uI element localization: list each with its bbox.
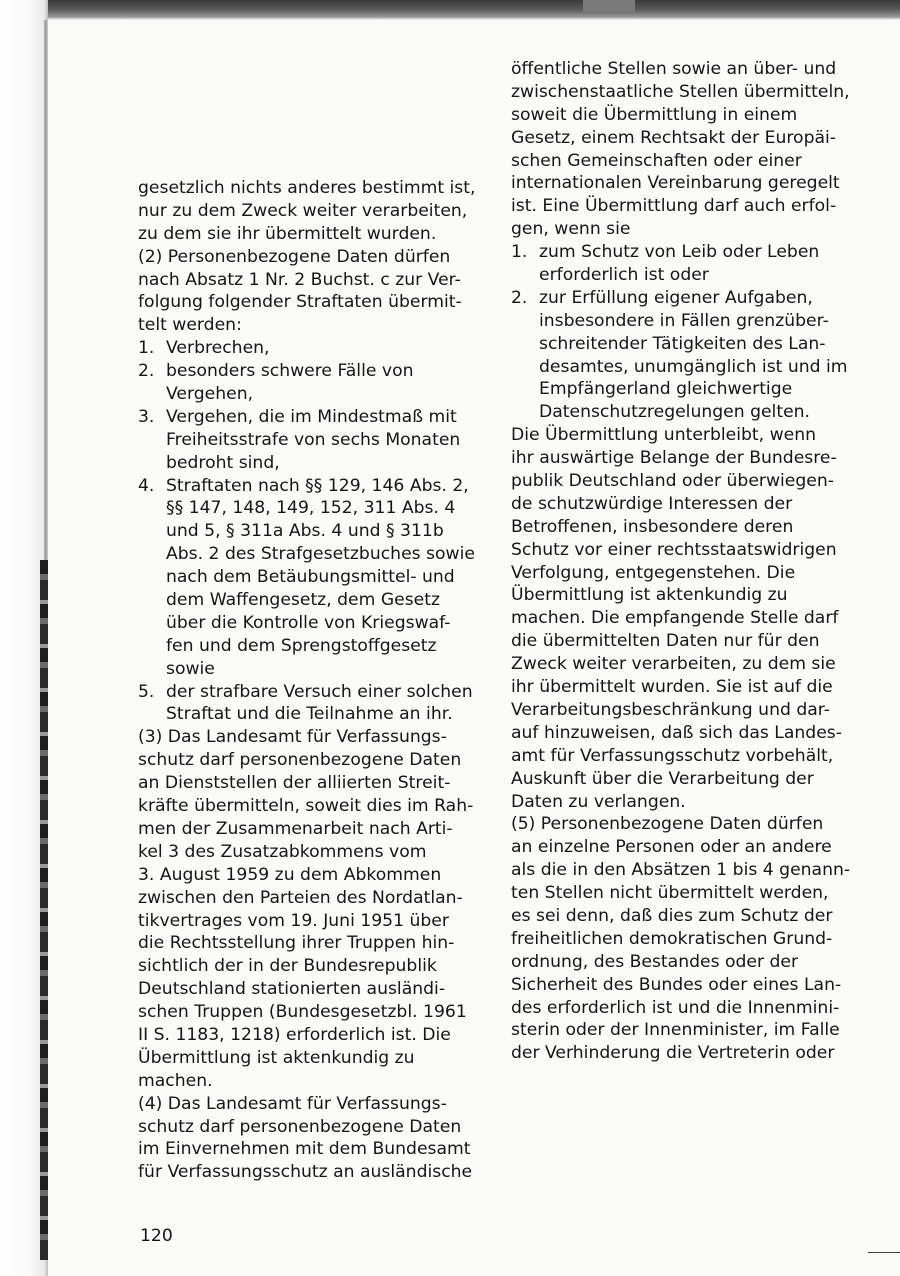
left-column-line [138, 612, 475, 635]
line-text: Empfängerland gleichwertige [539, 379, 793, 400]
line-text: Betroffenen, insbesondere deren [511, 516, 794, 537]
line-text: Sicherheit des Bundes oder eines Lan- [511, 974, 842, 995]
line-text: II S. 1183, 1218) erforderlich ist. Die [138, 1024, 451, 1045]
right-column-line [511, 287, 850, 310]
left-column-line [138, 658, 475, 681]
right-column-line [511, 310, 850, 333]
line-text: Auskunft über die Verarbeitung der [511, 768, 814, 789]
left-column-line [138, 818, 475, 841]
line-text: publik Deutschland oder überwiegen- [511, 471, 834, 492]
line-text: der strafbare Versuch einer solchen [166, 681, 473, 702]
bottom-edge-rule [868, 1252, 900, 1253]
right-column-line [511, 791, 850, 814]
left-column-line [138, 475, 475, 498]
line-text: sterin oder der Innenminister, im Falle [511, 1020, 840, 1041]
left-column-line [138, 246, 475, 269]
right-column-line [511, 928, 850, 951]
right-column-line [511, 745, 850, 768]
list-number: 2. [511, 287, 528, 308]
line-text: Freiheitsstrafe von sechs Monaten [166, 429, 461, 450]
line-text: besonders schwere Fälle von [166, 361, 414, 382]
left-column-line [138, 1070, 475, 1093]
left-column-line [138, 314, 475, 337]
line-text: öffentliche Stellen sowie an über- und [511, 59, 837, 79]
left-column-line [138, 200, 475, 223]
scan-top-edge-gap [583, 0, 635, 12]
line-text: über die Kontrolle von Kriegswaf- [166, 612, 451, 633]
left-column-line [138, 383, 475, 406]
right-column-line [511, 150, 850, 173]
left-column-line [138, 1024, 475, 1047]
left-column-line [138, 1116, 475, 1139]
left-column-line [138, 589, 475, 612]
line-text: auf hinzuweisen, daß sich das Landes- [511, 722, 842, 743]
line-text: schutz darf personenbezogene Daten [138, 750, 462, 771]
right-column-line [511, 127, 850, 150]
line-text: es sei denn, daß dies zum Schutz der [511, 905, 833, 926]
line-text: sowie [166, 658, 215, 679]
line-text: zwischenstaatliche Stellen übermitteln, [511, 81, 850, 102]
line-text: (3) Das Landesamt für Verfassungs- [138, 727, 447, 748]
line-text: Gesetz, einem Rechtsakt der Europäi- [511, 127, 836, 148]
right-column-line [511, 1042, 850, 1065]
list-number: 3. [138, 406, 155, 427]
line-text: Übermittlung ist aktenkundig zu [511, 585, 788, 606]
line-text: für Verfassungsschutz an ausländische [138, 1162, 473, 1183]
left-column-line [138, 841, 475, 864]
line-text: §§ 147, 148, 149, 152, 311 Abs. 4 [166, 498, 456, 519]
right-column-line [511, 81, 850, 104]
left-column-line [138, 887, 475, 910]
left-column-line [138, 978, 475, 1001]
right-column-line [511, 241, 850, 264]
line-text: Verarbeitungsbeschränkung und dar- [511, 699, 830, 720]
line-text: Deutschland stationierten ausländi- [138, 979, 446, 1000]
left-column-line [138, 795, 475, 818]
right-column-line [511, 470, 850, 493]
line-text: Übermittlung ist aktenkundig zu [138, 1047, 415, 1068]
line-text: kel 3 des Zusatzabkommens vom [138, 841, 427, 862]
left-column-line [138, 223, 475, 246]
line-text: im Einvernehmen mit dem Bundesamt [138, 1139, 471, 1160]
left-text-column [138, 177, 475, 1184]
line-text: zur Erfüllung eigener Aufgaben, [539, 287, 813, 308]
left-column-line [138, 703, 475, 726]
line-text: dem Waffengesetz, dem Gesetz [166, 590, 441, 611]
line-text: insbesondere in Fällen grenzüber- [539, 310, 829, 331]
right-column-line [511, 722, 850, 745]
line-text: bedroht sind, [166, 452, 280, 473]
line-text: nach dem Betäubungsmittel- und [166, 567, 455, 588]
line-text: (2) Personenbezogene Daten dürfen [138, 246, 451, 267]
left-column-line [138, 1138, 475, 1161]
right-column-line [511, 218, 850, 241]
list-number: 1. [138, 338, 155, 359]
line-text: Verfolgung, entgegenstehen. Die [511, 562, 796, 583]
left-column-line [138, 520, 475, 543]
right-text-column [511, 58, 850, 1065]
right-column-line [511, 356, 850, 379]
line-text: (4) Das Landesamt für Verfassungs- [138, 1093, 447, 1114]
left-column-line [138, 955, 475, 978]
right-column-line [511, 676, 850, 699]
line-text: zum Schutz von Leib oder Leben [539, 242, 820, 263]
right-column-line [511, 859, 850, 882]
line-text: Vergehen, [166, 384, 254, 405]
line-text: an Dienststellen der alliierten Streit- [138, 773, 451, 794]
line-text: Abs. 2 des Strafgesetzbuches sowie [166, 544, 475, 565]
right-column-line [511, 607, 850, 630]
line-text: Schutz vor einer rechtsstaatswidrigen [511, 539, 837, 560]
line-text: kräfte übermitteln, soweit dies im Rah- [138, 796, 474, 817]
right-column-line [511, 997, 850, 1020]
line-text: ten Stellen nicht übermittelt werden, [511, 883, 829, 904]
line-text: gen, wenn sie [511, 219, 631, 240]
line-text: ihr auswärtige Belange der Bundesre- [511, 448, 837, 469]
line-text: amt für Verfassungsschutz vorbehält, [511, 745, 834, 766]
right-column-line [511, 562, 850, 585]
left-column-line [138, 726, 475, 749]
left-column-line [138, 635, 475, 658]
line-text: Die Übermittlung unterbleibt, wenn [511, 425, 817, 446]
line-text: Datenschutzregelungen gelten. [539, 402, 811, 423]
line-text: tikvertrages vom 19. Juni 1951 über [138, 910, 449, 931]
right-column-line [511, 104, 850, 127]
left-column-line [138, 566, 475, 589]
right-column-line [511, 951, 850, 974]
binding-shadow-upper [44, 20, 47, 560]
line-text: die übermittelten Daten nur für den [511, 631, 820, 652]
right-column-line [511, 493, 850, 516]
line-text: des erforderlich ist und die Innenmini- [511, 997, 840, 1018]
right-column-line [511, 264, 850, 287]
line-text: die Rechtsstellung ihrer Truppen hin- [138, 933, 455, 954]
right-column-line [511, 447, 850, 470]
left-column-line [138, 360, 475, 383]
line-text: internationalen Vereinbarung geregelt [511, 173, 840, 194]
left-column-line [138, 452, 475, 475]
left-column-line [138, 681, 475, 704]
line-text: 3. August 1959 zu dem Abkommen [138, 864, 442, 885]
left-column-line [138, 429, 475, 452]
right-column-line [511, 699, 850, 722]
list-number: 2. [138, 361, 155, 382]
line-text: schen Gemeinschaften oder einer [511, 150, 802, 171]
line-text: erforderlich ist oder [539, 265, 709, 286]
left-column-line [138, 772, 475, 795]
right-column-line [511, 768, 850, 791]
right-column-line [511, 333, 850, 356]
line-text: ordnung, des Bestandes oder der [511, 951, 799, 972]
right-column-line [511, 516, 850, 539]
right-column-line [511, 653, 850, 676]
line-text: Daten zu verlangen. [511, 791, 686, 812]
line-text: soweit die Übermittlung in einem [511, 104, 798, 125]
line-text: als die in den Absätzen 1 bis 4 genann- [511, 860, 851, 881]
list-number: 1. [511, 242, 528, 263]
left-column-line [138, 406, 475, 429]
line-text: Vergehen, die im Mindestmaß mit [166, 406, 457, 427]
line-text: Straftaten nach §§ 129, 146 Abs. 2, [166, 475, 469, 496]
right-column-line [511, 813, 850, 836]
line-text: an einzelne Personen oder an andere [511, 837, 832, 858]
line-text: zwischen den Parteien des Nordatlan- [138, 887, 463, 908]
right-column-line [511, 539, 850, 562]
line-text: freiheitlichen demokratischen Grund- [511, 928, 833, 949]
line-text: de schutzwürdige Interessen der [511, 493, 793, 514]
list-number: 5. [138, 681, 155, 702]
right-column-line [511, 401, 850, 424]
scan-top-edge [48, 0, 900, 20]
line-text: Zweck weiter verarbeiten, zu dem sie [511, 654, 836, 675]
left-column-line [138, 269, 475, 292]
line-text: zu dem sie ihr übermittelt wurden. [138, 223, 437, 244]
line-text: gesetzlich nichts anderes bestimmt ist, [138, 178, 476, 198]
right-column-line [511, 584, 850, 607]
left-column-line [138, 497, 475, 520]
list-number: 4. [138, 475, 155, 496]
scan-binding-edge [0, 0, 48, 1276]
line-text: men der Zusammenarbeit nach Arti- [138, 818, 453, 839]
line-text: machen. Die empfangende Stelle darf [511, 608, 839, 629]
left-column-line [138, 932, 475, 955]
left-column-line [138, 543, 475, 566]
right-column-line [511, 1019, 850, 1042]
line-text: desamtes, unumgänglich ist und im [539, 356, 848, 377]
left-column-line [138, 864, 475, 887]
line-text: nach Absatz 1 Nr. 2 Buchst. c zur Ver- [138, 269, 461, 290]
line-text: und 5, § 311a Abs. 4 und § 311b [166, 521, 444, 542]
right-column-line [511, 58, 850, 81]
line-text: schutz darf personenbezogene Daten [138, 1116, 462, 1137]
left-column-line [138, 337, 475, 360]
line-text: folgung folgender Straftaten übermit- [138, 292, 462, 313]
right-column-line [511, 630, 850, 653]
line-text: sichtlich der in der Bundesrepublik [138, 956, 437, 977]
left-column-line [138, 291, 475, 314]
line-text: telt werden: [138, 315, 242, 336]
line-text: der Verhinderung die Vertreterin oder [511, 1043, 835, 1064]
line-text: schreitender Tätigkeiten des Lan- [539, 333, 826, 354]
left-column-line [138, 1161, 475, 1184]
left-column-line [138, 1001, 475, 1024]
right-column-line [511, 195, 850, 218]
right-column-line [511, 424, 850, 447]
right-column-line [511, 378, 850, 401]
left-column-line [138, 749, 475, 772]
right-column-line [511, 974, 850, 997]
left-column-line [138, 177, 475, 200]
line-text: ist. Eine Übermittlung darf auch erfol- [511, 196, 837, 217]
left-column-line [138, 1093, 475, 1116]
line-text: machen. [138, 1070, 213, 1091]
right-column-line [511, 882, 850, 905]
line-text: nur zu dem Zweck weiter verarbeiten, [138, 200, 468, 221]
right-column-line [511, 172, 850, 195]
binding-shadow-lower [40, 560, 48, 1260]
page-number: 120 [140, 1226, 173, 1246]
left-column-line [138, 910, 475, 933]
right-column-line [511, 905, 850, 928]
left-column-line [138, 1047, 475, 1070]
line-text: fen und dem Sprengstoffgesetz [166, 635, 437, 656]
right-column-line [511, 836, 850, 859]
line-text: Straftat und die Teilnahme an ihr. [166, 704, 453, 725]
line-text: Verbrechen, [166, 338, 270, 359]
line-text: ihr übermittelt wurden. Sie ist auf die [511, 677, 833, 698]
line-text: (5) Personenbezogene Daten dürfen [511, 814, 824, 835]
line-text: schen Truppen (Bundesgesetzbl. 1961 [138, 1002, 467, 1023]
